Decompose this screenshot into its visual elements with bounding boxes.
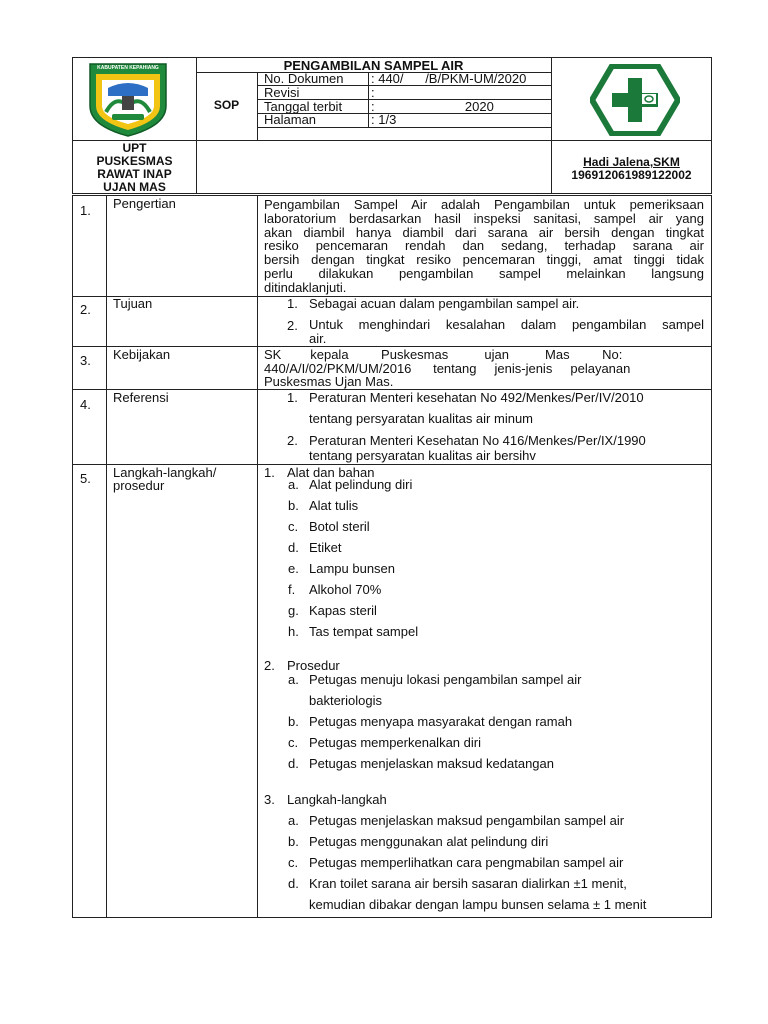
org-name-line: UPT (122, 141, 147, 155)
row-label: Pengertian (113, 196, 176, 211)
text-line: air. (309, 331, 327, 346)
kabupaten-logo (86, 60, 170, 138)
procedure-step: Alat pelindung diri (309, 477, 413, 492)
text-line: akan diambil hanya diambil dari sarana air bersih dengan tingkat (264, 224, 704, 240)
row-number: 2. (80, 302, 91, 317)
list-number: 1. (287, 390, 298, 405)
procedure-step: Tas tempat sampel (309, 624, 419, 639)
section-title: Langkah-langkah (287, 792, 387, 807)
org-name-line: UJAN MAS (103, 180, 166, 194)
text-line: 440/A/I/02/PKM/UM/2016 tentang jenis-jenis pelayanan (264, 360, 631, 376)
procedure-step: Petugas memperlihatkan cara pengmabilan sampel air (309, 855, 624, 870)
item-letter: c. (288, 855, 299, 870)
procedure-step: Petugas menggunakan alat pelindung diri (309, 834, 549, 849)
org-name-line: RAWAT INAP (97, 167, 172, 181)
item-letter: c. (288, 735, 299, 750)
row-label: Kebijakan (113, 347, 171, 362)
item-letter: b. (288, 834, 299, 849)
item-letter: e. (288, 561, 299, 576)
item-letter: d. (288, 756, 299, 771)
field-label: Tanggal terbit (264, 99, 343, 114)
item-letter: d. (288, 876, 299, 891)
header-divider (257, 72, 258, 140)
item-letter: g. (288, 603, 299, 618)
section-title: Alat dan bahan (287, 465, 375, 480)
procedure-step: Kran toilet sarana air bersih sasaran dialirkan ±1 menit, (309, 876, 627, 891)
text-line: bersih dengan tingkat resiko pencemaran tinggi, amat tinggi tidak (264, 252, 704, 268)
text-line: laboratorium berdasarkan hasil inspeksi sanitasi, sampel air yang (264, 210, 704, 226)
puskesmas-logo (590, 64, 680, 136)
text-line: Puskesmas Ujan Mas. (264, 374, 394, 389)
list-item: Peraturan Menteri kesehatan No 492/Menkes/Per/IV/2010 (309, 390, 644, 405)
doc-title: PENGAMBILAN SAMPEL AIR (283, 58, 464, 73)
row-label: prosedur (113, 478, 165, 493)
text-line: ditindaklanjuti. (264, 279, 347, 295)
item-letter: a. (288, 672, 299, 687)
list-item: Sebagai acuan dalam pengambilan sampel air. (309, 296, 580, 311)
field-value: : 2020 (371, 99, 494, 114)
procedure-step: Alat tulis (309, 498, 359, 513)
field-label: No. Dokumen (264, 71, 344, 86)
item-letter: d. (288, 540, 299, 555)
section-number: 3. (264, 792, 275, 807)
procedure-step: bakteriologis (309, 693, 382, 708)
header-divider (551, 140, 712, 141)
field-label: Halaman (264, 112, 317, 127)
procedure-step: Petugas menjelaskan maksud pengambilan sampel air (309, 813, 625, 828)
procedure-step: Petugas menuju lokasi pengambilan sampel air (309, 672, 582, 687)
column-divider (257, 195, 258, 918)
signer-nip: 196912061989122002 (571, 168, 692, 182)
procedure-step: Kapas steril (309, 603, 377, 618)
list-number: 2. (287, 433, 298, 448)
item-letter: c. (288, 519, 299, 534)
item-letter: a. (288, 813, 299, 828)
item-letter: f. (288, 582, 296, 597)
list-number: 1. (287, 296, 298, 311)
section-number: 1. (264, 465, 275, 480)
row-label: Langkah-langkah/ (113, 465, 217, 480)
text-line: perlu dilakukan pengambilan sampel melainkan langsung (264, 266, 704, 281)
row-number: 4. (80, 397, 91, 412)
procedure-step: Lampu bunsen (309, 561, 396, 576)
list-number: 2. (287, 318, 298, 333)
text-line: Untuk menghindari kesalahan dalam pengambilan sampel (309, 317, 704, 332)
section-number: 2. (264, 658, 275, 673)
signer-name: Hadi Jalena,SKM (583, 155, 680, 169)
field-value: : 440/ /B/PKM-UM/2020 (371, 71, 527, 86)
item-letter: b. (288, 714, 299, 729)
item-letter: h. (288, 624, 299, 639)
list-item: tentang persyaratan kualitas air bersihv (309, 448, 536, 463)
header-divider (257, 127, 551, 128)
header-divider (196, 140, 551, 141)
procedure-step: kemudian dibakar dengan lampu bunsen selama ± 1 menit (309, 897, 647, 912)
row-number: 1. (80, 203, 91, 218)
row-number: 3. (80, 353, 91, 368)
row-label: Tujuan (113, 296, 153, 311)
row-number: 5. (80, 471, 91, 486)
item-letter: a. (288, 477, 299, 492)
field-value: : 1/3 (371, 112, 397, 127)
logo-text: KABUPATEN KEPAHIANG (97, 65, 159, 71)
sop-label: SOP (213, 98, 240, 112)
text-line: SK kepala Puskesmas ujan Mas No: (264, 347, 623, 362)
text-line: resiko pencemaran rendah dan sedang, terhadap sarana air (264, 238, 704, 254)
procedure-step: Petugas menyapa masyarakat dengan ramah (309, 714, 573, 729)
column-divider (106, 195, 107, 918)
list-item: tentang persyaratan kualitas air minum (309, 411, 534, 426)
field-value: : (371, 85, 375, 100)
list-item: Peraturan Menteri Kesehatan No 416/Menkes/Per/IX/1990 (309, 433, 646, 448)
org-name-line: PUSKESMAS (96, 154, 173, 168)
row-label: Referensi (113, 390, 169, 405)
procedure-step: Etiket (309, 540, 342, 555)
procedure-step: Alkohol 70% (309, 582, 382, 597)
procedure-step: Petugas memperkenalkan diri (309, 735, 481, 750)
procedure-step: Petugas menjelaskan maksud kedatangan (309, 756, 554, 771)
item-letter: b. (288, 498, 299, 513)
section-title: Prosedur (287, 658, 340, 673)
procedure-step: Botol steril (309, 519, 370, 534)
field-label: Revisi (264, 85, 300, 100)
text-line: Pengambilan Sampel Air adalah Pengambilan untuk pemeriksaan (264, 197, 704, 212)
